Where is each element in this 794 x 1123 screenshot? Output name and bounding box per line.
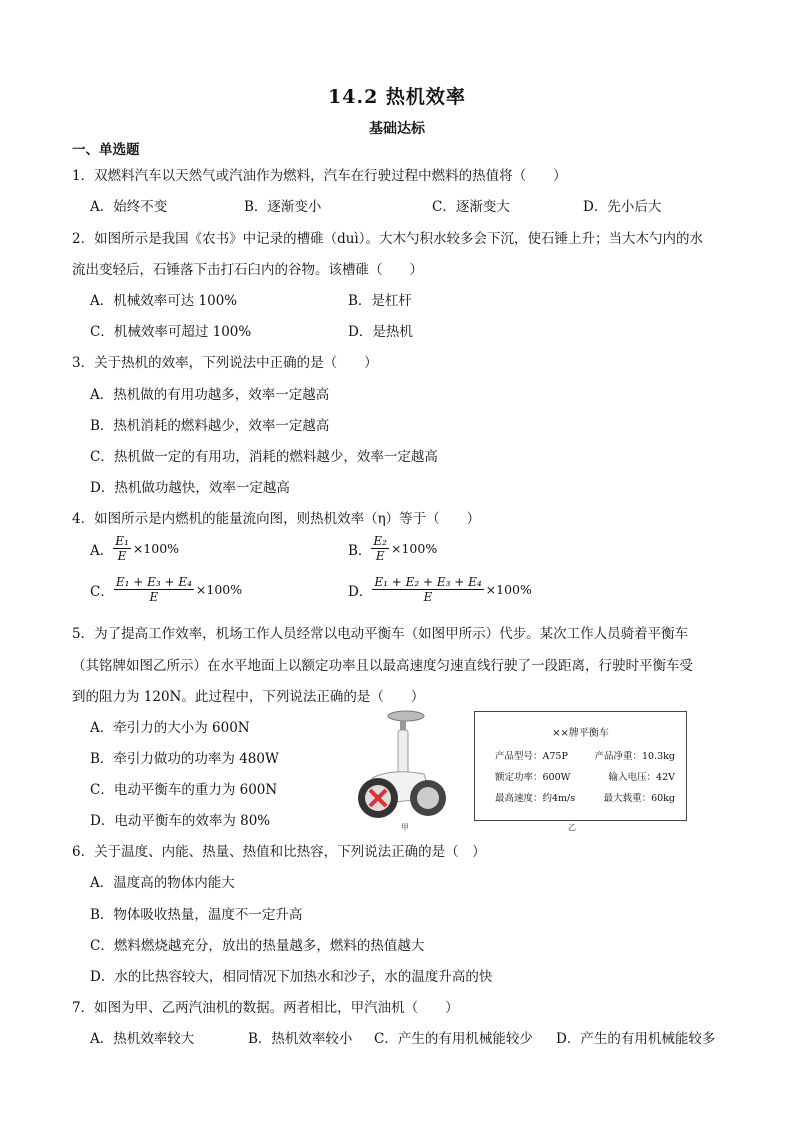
nameplate-cell: 最大载重：60kg — [603, 793, 675, 804]
question-5-option-d[interactable]: D．电动平衡车的效率为 80% — [90, 813, 271, 829]
fraction-tail: ×100% — [485, 582, 532, 597]
question-5-option-a[interactable]: A．牵引力的大小为 600N — [90, 720, 250, 736]
option-letter: C． — [90, 583, 114, 600]
question-5-stem-line-2: （其铭牌如图乙所示）在水平地面上以额定功率且以最高速度匀速直线行驶了一段距离，行驶时平衡车受 — [72, 658, 693, 674]
question-3-option-a[interactable]: A．热机做的有用功越多，效率一定越高 — [90, 387, 330, 403]
nameplate-cell: 产品净重：10.3kg — [594, 751, 675, 762]
question-7-option-d[interactable]: D．产生的有用机械能较多 — [556, 1031, 716, 1047]
fraction — [372, 575, 483, 604]
option-letter: B． — [348, 542, 372, 559]
question-6-option-d[interactable]: D．水的比热容较大，相同情况下加热水和沙子，水的温度升高的快 — [90, 969, 493, 985]
nameplate-cell: 产品型号：A75P — [495, 751, 568, 762]
fraction-denominator: E — [375, 549, 385, 563]
fraction — [113, 534, 131, 563]
question-2-option-a[interactable]: A．机械效率可达 100% — [90, 293, 238, 309]
question-6-option-c[interactable]: C．燃料燃烧越充分，放出的热量越多，燃料的热值越大 — [90, 938, 425, 954]
figure-label-yi: 乙 — [568, 823, 576, 832]
balance-scooter-image — [352, 708, 452, 826]
page-subtitle: 基础达标 — [369, 121, 425, 137]
question-3-option-d[interactable]: D．热机做功越快，效率一定越高 — [90, 480, 290, 496]
fraction-tail: ×100% — [195, 582, 243, 597]
question-6-stem: 6．关于温度、内能、热量、热值和比热容，下列说法正确的是（ ） — [72, 844, 486, 860]
figure-label-jia: 甲 — [401, 823, 409, 832]
question-4-option-b[interactable] — [348, 534, 437, 563]
fraction-numerator: E₁ + E₃ + E₄ — [115, 575, 192, 589]
question-1-option-d[interactable]: D．先小后大 — [583, 199, 662, 215]
question-2-option-c[interactable]: C．机械效率可超过 100% — [90, 324, 252, 340]
question-4-option-c[interactable] — [90, 575, 242, 604]
question-2-stem-line-1: 2．如图所示是我国《农书》中记录的槽碓（duì）。大木勺积水较多会下沉，使石锤上升；当大木勺内的水 — [72, 231, 703, 247]
question-2-stem-line-2: 流出变轻后，石锤落下击打石臼内的谷物。该槽碓（ ） — [72, 262, 423, 278]
section-heading: 一、单选题 — [72, 142, 140, 158]
question-3-option-b[interactable]: B．热机消耗的燃料越少，效率一定越高 — [90, 418, 330, 434]
question-7-stem: 7．如图为甲、乙两汽油机的数据。两者相比，甲汽油机（ ） — [72, 1000, 459, 1016]
nameplate-title: ××牌平衡车 — [552, 728, 609, 739]
question-1-option-b[interactable]: B．逐渐变小 — [244, 199, 322, 215]
question-1-option-c[interactable]: C．逐渐变大 — [432, 199, 510, 215]
nameplate-row — [495, 790, 675, 804]
question-5-stem-line-3: 到的阻力为 120N。此过程中，下列说法正确的是（ ） — [72, 689, 425, 705]
question-2-option-b[interactable]: B．是杠杆 — [348, 293, 412, 309]
question-3-stem: 3．关于热机的效率，下列说法中正确的是（ ） — [72, 355, 378, 371]
question-5-option-b[interactable]: B．牵引力做功的功率为 480W — [90, 751, 279, 767]
page-title: 14.2 热机效率 — [328, 86, 466, 108]
question-5-option-c[interactable]: C．电动平衡车的重力为 600N — [90, 782, 278, 798]
fraction-numerator: E₂ — [373, 534, 387, 548]
nameplate — [474, 711, 687, 821]
nameplate-cell: 额定功率：600W — [495, 772, 571, 783]
fraction-denominator: E — [117, 549, 127, 563]
option-letter: D． — [348, 583, 373, 600]
fraction-tail: ×100% — [132, 541, 180, 556]
question-4-stem: 4．如图所示是内燃机的能量流向图，则热机效率（η）等于（ ） — [72, 511, 481, 527]
nameplate-cell: 输入电压：42V — [608, 772, 675, 783]
question-4-option-a[interactable] — [90, 534, 179, 563]
question-7-option-c[interactable]: C．产生的有用机械能较少 — [374, 1031, 533, 1047]
question-2-option-d[interactable]: D．是热机 — [348, 324, 413, 340]
fraction — [371, 534, 389, 563]
question-6-option-a[interactable]: A．温度高的物体内能大 — [90, 875, 235, 891]
fraction-numerator: E₁ + E₂ + E₃ + E₄ — [374, 575, 482, 589]
fraction — [114, 575, 194, 604]
nameplate-row — [495, 769, 675, 783]
question-4-option-d[interactable] — [348, 575, 532, 604]
question-7-option-b[interactable]: B．热机效率较小 — [248, 1031, 353, 1047]
fraction-numerator: E₁ — [115, 534, 129, 548]
question-6-option-b[interactable]: B．物体吸收热量，温度不一定升高 — [90, 907, 303, 923]
option-letter: A． — [90, 542, 114, 559]
question-1-option-a[interactable]: A．始终不变 — [90, 199, 168, 215]
fraction-denominator: E — [423, 590, 433, 604]
nameplate-row — [495, 748, 675, 762]
question-1-stem: 1．双燃料汽车以天然气或汽油作为燃料，汽车在行驶过程中燃料的热值将（ ） — [72, 168, 567, 184]
question-7-option-a[interactable]: A．热机效率较大 — [90, 1031, 195, 1047]
question-3-option-c[interactable]: C．热机做一定的有用功，消耗的燃料越少，效率一定越高 — [90, 449, 438, 465]
fraction-denominator: E — [149, 590, 159, 604]
fraction-tail: ×100% — [391, 541, 438, 556]
question-5-stem-line-1: 5．为了提高工作效率，机场工作人员经常以电动平衡车（如图甲所示）代步。某次工作人员骑着平衡车 — [72, 626, 689, 642]
nameplate-cell: 最高速度：约4m/s — [495, 793, 576, 804]
